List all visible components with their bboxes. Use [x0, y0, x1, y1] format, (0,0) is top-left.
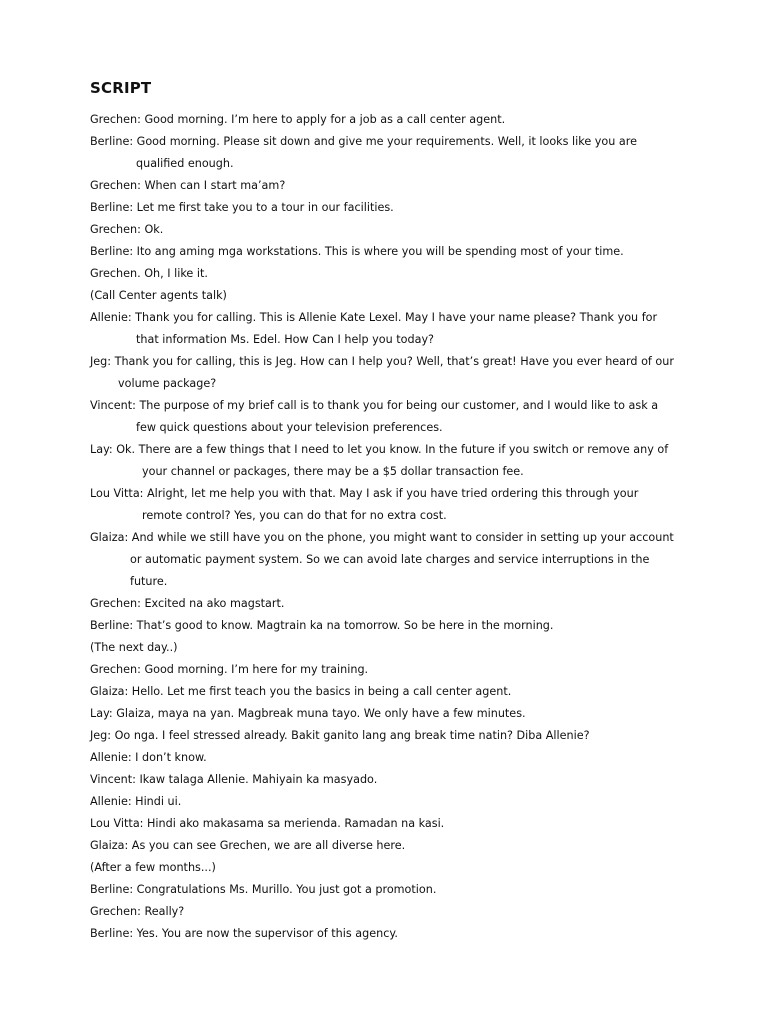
page-title: SCRIPT: [90, 79, 152, 97]
dialogue-line: Grechen: Excited na ako magstart.: [90, 597, 285, 610]
dialogue-line: Vincent: Ikaw talaga Allenie. Mahiyain ka masyado.: [90, 773, 378, 786]
dialogue-line: Allenie: Thank you for calling. This is Allenie Kate Lexel. May I have your name please? Thank you for: [90, 311, 658, 324]
dialogue-line-continuation: your channel or packages, there may be a $5 dollar transaction fee.: [142, 465, 524, 478]
stage-direction: (The next day..): [90, 641, 178, 654]
dialogue-line: Berline: Let me first take you to a tour in our facilities.: [90, 201, 394, 214]
dialogue-line-continuation: volume package?: [118, 377, 217, 390]
dialogue-line: Glaiza: As you can see Grechen, we are all diverse here.: [90, 839, 406, 852]
dialogue-line: Grechen: Ok.: [90, 223, 164, 236]
dialogue-line-continuation: or automatic payment system. So we can avoid late charges and service interruptions in the: [130, 553, 650, 566]
dialogue-line-continuation: few quick questions about your television preferences.: [136, 421, 443, 434]
stage-direction: (After a few months...): [90, 861, 216, 874]
dialogue-line: Berline: That’s good to know. Magtrain ka na tomorrow. So be here in the morning.: [90, 619, 554, 632]
dialogue-line: Berline: Ito ang aming mga workstations. This is where you will be spending most of your time.: [90, 245, 624, 258]
dialogue-line-continuation: remote control? Yes, you can do that for no extra cost.: [142, 509, 447, 522]
dialogue-line: Vincent: The purpose of my brief call is to thank you for being our customer, and I would like to ask a: [90, 399, 659, 412]
dialogue-line: Allenie: Hindi ui.: [90, 795, 182, 808]
dialogue-line: Grechen: Good morning. I’m here to apply for a job as a call center agent.: [90, 113, 506, 126]
dialogue-line: Berline: Congratulations Ms. Murillo. You just got a promotion.: [90, 883, 437, 896]
dialogue-line: Berline: Good morning. Please sit down and give me your requirements. Well, it looks like you are: [90, 135, 637, 148]
dialogue-line: Glaiza: And while we still have you on the phone, you might want to consider in setting up your account: [90, 531, 674, 544]
dialogue-line: Allenie: I don’t know.: [90, 751, 207, 764]
script-body: [90, 109, 690, 945]
dialogue-line: Glaiza: Hello. Let me first teach you the basics in being a call center agent.: [90, 685, 512, 698]
dialogue-line: Berline: Yes. You are now the supervisor of this agency.: [90, 927, 398, 940]
dialogue-line-continuation: future.: [130, 575, 168, 588]
dialogue-line-continuation: that information Ms. Edel. How Can I help you today?: [136, 333, 434, 346]
dialogue-line: Lou Vitta: Hindi ako makasama sa merienda. Ramadan na kasi.: [90, 817, 445, 830]
dialogue-line: Jeg: Thank you for calling, this is Jeg. How can I help you? Well, that’s great! Have you ever heard of our: [90, 355, 674, 368]
dialogue-line: Grechen: Good morning. I’m here for my training.: [90, 663, 369, 676]
dialogue-line: Lay: Glaiza, maya na yan. Magbreak muna tayo. We only have a few minutes.: [90, 707, 526, 720]
dialogue-line: Grechen: When can I start ma’am?: [90, 179, 286, 192]
dialogue-line: Lay: Ok. There are a few things that I need to let you know. In the future if you switch or remove any of: [90, 443, 669, 456]
dialogue-line: Jeg: Oo nga. I feel stressed already. Bakit ganito lang ang break time natin? Diba Allenie?: [90, 729, 590, 742]
dialogue-line: Lou Vitta: Alright, let me help you with that. May I ask if you have tried ordering this through your: [90, 487, 639, 500]
stage-direction: (Call Center agents talk): [90, 289, 227, 302]
dialogue-line: Grechen: Really?: [90, 905, 185, 918]
dialogue-line-continuation: qualified enough.: [136, 157, 234, 170]
dialogue-line: Grechen. Oh, I like it.: [90, 267, 208, 280]
